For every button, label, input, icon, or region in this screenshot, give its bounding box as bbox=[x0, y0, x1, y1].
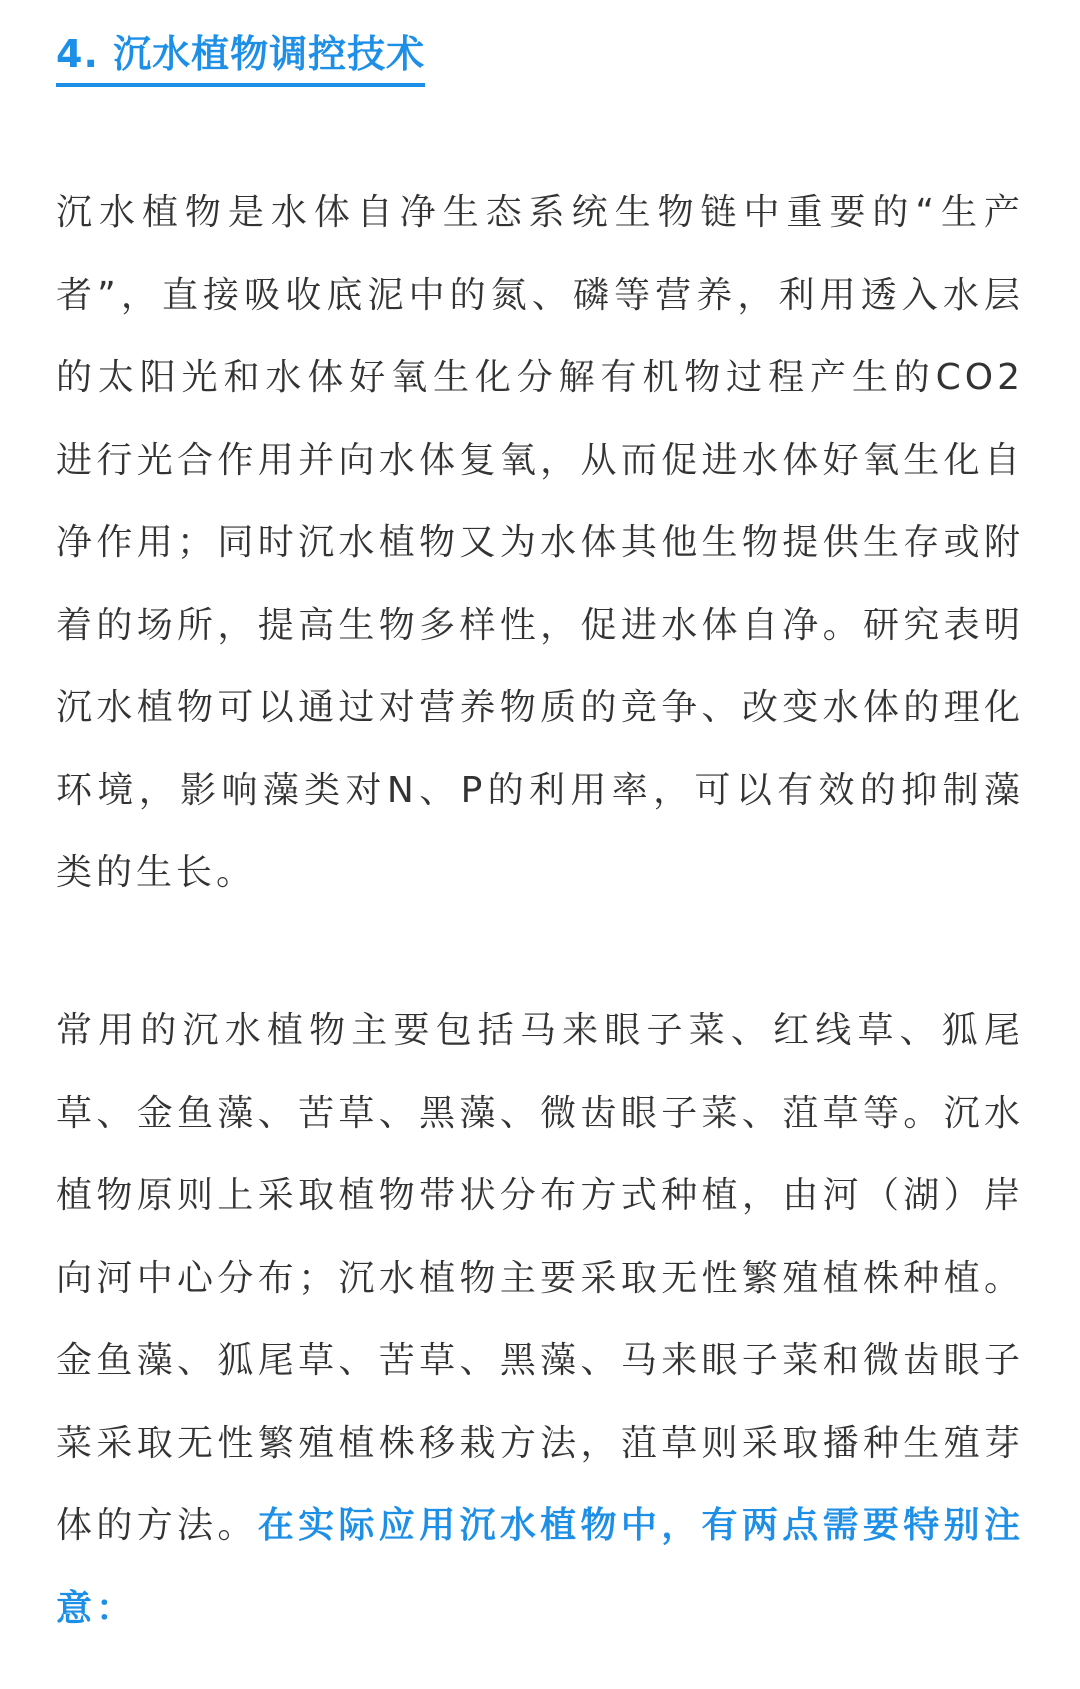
paragraph-intro: 沉水植物是水体自净生态系统生物链中重要的“生产者”，直接吸收底泥中的氮、磷等营养，利用透入水层的太阳光和水体好氧生化分解有机物过程产生的CO2进行光合作用并向水体复氧，从而促进水体好氧生化自净作用；同时沉水植物又为水体其他生物提供生存或附着的场所，提高生物多样性，促进水体自净。研究表明沉水植物可以通过对营养物质的竞争、改变水体的理化环境，影响藻类对N、P的利用率，可以有效的抑制藻类的生长。 bbox=[56, 192, 1024, 893]
highlight-note: 在实际应用沉水植物中，有两点需要特别注意： bbox=[56, 1505, 1024, 1629]
paragraph-plants bbox=[56, 990, 1024, 1650]
paragraph-plants-text: 常用的沉水植物主要包括马来眼子菜、红线草、狐尾草、金鱼藻、苦草、黑藻、微齿眼子菜、菹草等。沉水植物原则上采取植物带状分布方式种植，由河（湖）岸向河中心分布；沉水植物主要采取无性繁殖植株种植。金鱼藻、狐尾草、苦草、黑藻、马来眼子菜和微齿眼子菜采取无性繁殖植株移栽方法，菹草则采取播种生殖芽体的方法。 bbox=[56, 1010, 1024, 1546]
section-heading: 4. 沉水植物调控技术 bbox=[56, 28, 425, 87]
